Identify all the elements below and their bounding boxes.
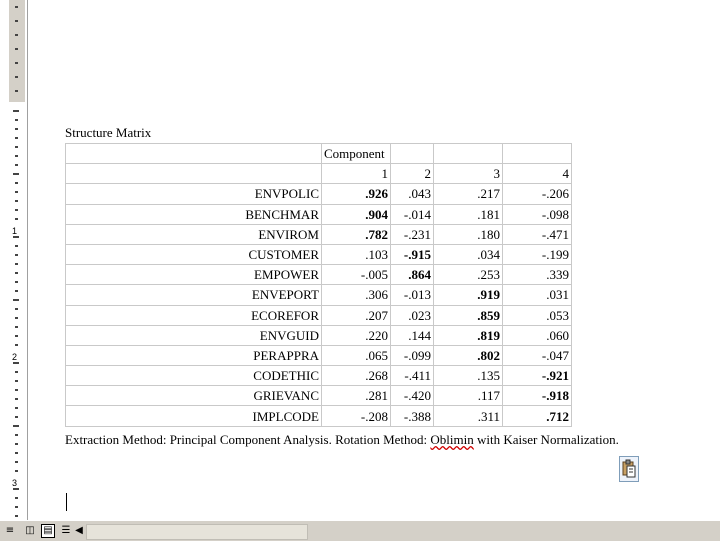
ruler-tick [13,362,19,364]
ruler-tick [15,128,18,130]
ruler-tick [15,20,18,22]
loading-cell: .819 [434,325,503,345]
loading-cell: -.014 [391,204,434,224]
loading-cell: -.388 [391,406,434,426]
table-row [66,386,572,406]
ruler-tick [15,209,18,211]
ruler-tick [13,299,19,301]
ruler-tick [13,425,19,427]
loading-cell: -.915 [391,244,434,264]
ruler-tick [15,90,18,92]
column-header: 1 [322,164,391,184]
footnote-text: Extraction Method: Principal Component Analysis. Rotation Method: [65,432,431,447]
ruler-tick [15,380,18,382]
ruler-number: 2 [12,352,18,362]
paste-options-button[interactable] [619,456,639,482]
loading-cell: -.047 [503,345,572,365]
table-title: Structure Matrix [65,125,152,140]
loading-cell: .919 [434,285,503,305]
variable-label: GRIEVANC [66,386,322,406]
loading-cell: .031 [503,285,572,305]
ruler-tick [15,416,18,418]
web-layout-view-icon[interactable]: ◫ [25,525,35,536]
loading-cell: -.918 [503,386,572,406]
ruler-tick [15,344,18,346]
loading-cell: .926 [322,184,391,204]
ruler-tick [15,407,18,409]
table-row [66,184,572,204]
ruler-tick [15,182,18,184]
loading-cell: -.206 [503,184,572,204]
loading-cell: .339 [503,265,572,285]
clipboard-icon [620,457,638,481]
ruler-tick [15,335,18,337]
loading-cell: .065 [322,345,391,365]
loading-cell: -.199 [503,244,572,264]
loading-cell: .217 [434,184,503,204]
ruler-tick [15,146,18,148]
ruler-tick [15,290,18,292]
view-bar [0,520,720,541]
loading-cell: -.005 [322,265,391,285]
table-row [66,325,572,345]
table-row [66,265,572,285]
variable-label: CODETHIC [66,366,322,386]
header-corner-cell [66,164,322,184]
loading-cell: .311 [434,406,503,426]
loading-cell: .306 [322,285,391,305]
column-header: 4 [503,164,572,184]
ruler-number: 1 [12,226,18,236]
horizontal-scrollbar[interactable] [86,524,308,540]
scroll-left-arrow-icon[interactable]: ◀ [75,525,83,536]
loading-cell: .859 [434,305,503,325]
loading-cell: .181 [434,204,503,224]
ruler-tick [15,272,18,274]
ruler-tick [15,317,18,319]
print-layout-view-icon[interactable]: ▤ [41,524,55,538]
loading-cell: -.921 [503,366,572,386]
header-blank-cell [391,144,434,164]
loading-cell: .053 [503,305,572,325]
ruler-number: 3 [12,478,18,488]
text-cursor [66,493,67,511]
vertical-ruler[interactable] [0,0,28,520]
extraction-footnote [65,432,619,448]
loading-cell: -.098 [503,204,572,224]
loading-cell: .904 [322,204,391,224]
loading-cell: -.231 [391,224,434,244]
ruler-tick [13,488,19,490]
column-header: 2 [391,164,434,184]
table-row [66,305,572,325]
structure-matrix-table [65,143,572,427]
ruler-tick [15,263,18,265]
table-row [66,285,572,305]
ruler-tick [15,119,18,121]
ruler-tick [13,110,19,112]
outline-view-icon[interactable]: ☰ [61,525,71,536]
loading-cell: -.099 [391,345,434,365]
loading-cell: .864 [391,265,434,285]
table-row [66,345,572,365]
ruler-top-margin [9,0,25,102]
ruler-tick [15,506,18,508]
variable-label: ENVEPORT [66,285,322,305]
loading-cell: .034 [434,244,503,264]
ruler-tick [15,191,18,193]
loading-cell: -.471 [503,224,572,244]
loading-cell: .268 [322,366,391,386]
table-header-row [66,144,572,164]
ruler-tick [15,76,18,78]
loading-cell: .135 [434,366,503,386]
ruler-tick [15,389,18,391]
ruler-tick [15,254,18,256]
loading-cell: .281 [322,386,391,406]
header-corner-cell [66,144,322,164]
ruler-tick [15,434,18,436]
spelling-flagged-word[interactable]: Oblimin [430,432,474,447]
loading-cell: .712 [503,406,572,426]
ruler-tick [15,308,18,310]
loading-cell: .220 [322,325,391,345]
ruler-tick [15,155,18,157]
loading-cell: .103 [322,244,391,264]
variable-label: BENCHMAR [66,204,322,224]
ruler-tick [15,443,18,445]
loading-cell: .144 [391,325,434,345]
ruler-tick [13,236,19,238]
loading-cell: -.208 [322,406,391,426]
variable-label: ECOREFOR [66,305,322,325]
table-row [66,406,572,426]
loading-cell: .253 [434,265,503,285]
ruler-tick [15,281,18,283]
ruler-tick [15,461,18,463]
variable-label: CUSTOMER [66,244,322,264]
ruler-tick [15,62,18,64]
column-header: 3 [434,164,503,184]
header-blank-cell [434,144,503,164]
variable-label: ENVGUID [66,325,322,345]
variable-label: EMPOWER [66,265,322,285]
table-row [66,366,572,386]
loading-cell: .043 [391,184,434,204]
loading-cell: .117 [434,386,503,406]
footnote-text-end: with Kaiser Normalization. [473,432,619,447]
ruler-tick [15,398,18,400]
ruler-tick [15,218,18,220]
loading-cell: .023 [391,305,434,325]
ruler-tick [15,6,18,8]
ruler-tick [15,245,18,247]
ruler-tick [15,371,18,373]
variable-label: ENVPOLIC [66,184,322,204]
variable-label: ENVIROM [66,224,322,244]
variable-label: IMPLCODE [66,406,322,426]
ruler-tick [15,164,18,166]
table-row [66,224,572,244]
ruler-tick [15,515,18,517]
loading-cell: -.420 [391,386,434,406]
loading-cell: .060 [503,325,572,345]
ruler-tick [15,48,18,50]
ruler-border [27,0,28,520]
header-blank-cell [503,144,572,164]
ruler-tick [15,470,18,472]
loading-cell: -.411 [391,366,434,386]
component-header: Component [322,144,391,164]
ruler-tick [15,326,18,328]
loading-cell: .782 [322,224,391,244]
variable-label: PERAPPRA [66,345,322,365]
ruler-tick [15,200,18,202]
column-number-row [66,164,572,184]
ruler-tick [13,173,19,175]
loading-cell: .180 [434,224,503,244]
normal-view-icon[interactable]: ≡ [5,525,15,536]
loading-cell: -.013 [391,285,434,305]
loading-cell: .802 [434,345,503,365]
ruler-tick [15,34,18,36]
ruler-tick [15,452,18,454]
table-row [66,244,572,264]
loading-cell: .207 [322,305,391,325]
ruler-tick [15,497,18,499]
table-row [66,204,572,224]
ruler-tick [15,137,18,139]
